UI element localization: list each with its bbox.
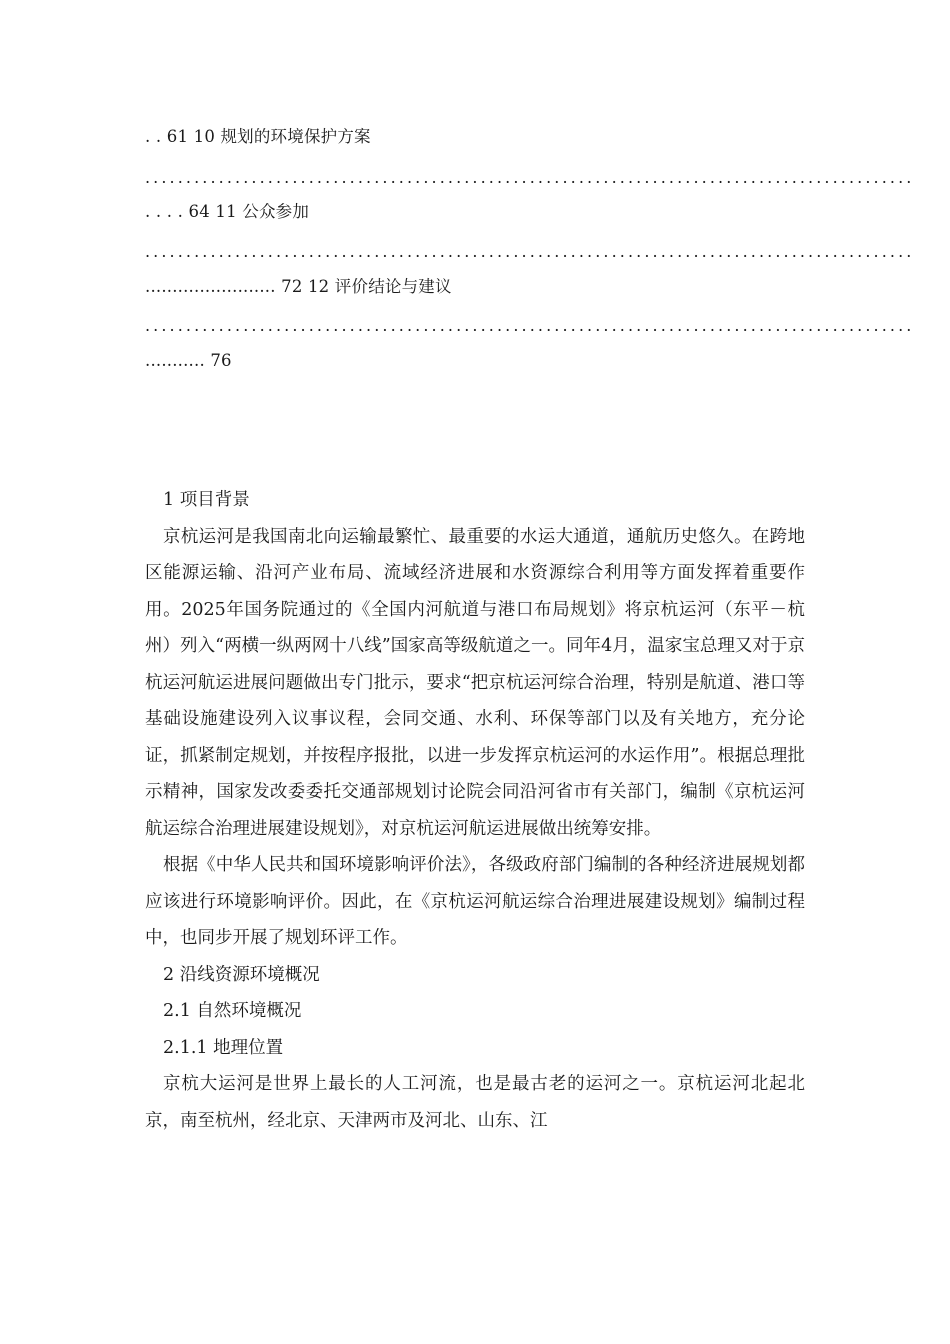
toc-entry-10: . . 61 10 规划的环境保护方案 — [145, 127, 371, 146]
toc-entry-end: ........... 76 — [145, 351, 232, 370]
paragraph-location: 京杭大运河是世界上最长的人工河流，也是最古老的运河之一。京杭运河北起北京，南至杭州，经北京、天津两市及河北、山东、江 — [145, 1074, 805, 1131]
toc-entry-12: ........................ 72 12 评价结论与建议 — [145, 277, 452, 296]
toc-entry-11: . . . . 64 11 公众参加 — [145, 202, 310, 221]
paragraph-background: 京杭运河是我国南北向运输最繁忙、最重要的水运大通道，通航历史悠久。在跨地区能源运输、沿河产业布局、流域经济进展和水资源综合利用等方面发挥着重要作用。2025年国务院通过的《全国内河航道与港口布局规划》将京杭运河（东平－杭州）列入“两横一纵两网十八线”国家高等级航道之一。同年4月，温家宝总理又对于京杭运河航运进展问题做出专门批示，要求“把京杭运河综合治理，特别是航道、港口等基础设施建设列入议事议程，会同交通、水利、环保等部门以及有关地方，充分论证，抓紧制定规划，并按程序报批，以进一步发挥京杭运河的水运作用”。根据总理批示精神，国家发改委委托交通部规划讨论院会同沿河省市有关部门，编制《京杭运河航运综合治理进展建设规划》，对京杭运河航运进展做出统筹安排。 — [145, 526, 805, 839]
toc-leader-dots: .............................................................................................. — [145, 242, 915, 261]
subsection-heading-natural-environment: 2.1 自然环境概况 — [163, 1001, 302, 1021]
paragraph-eia-law: 根据《中华人民共和国环境影响评价法》，各级政府部门编制的各种经济进展规划都应该进行环境影响评价。因此，在《京杭运河航运综合治理进展建设规划》编制过程中，也同步开展了规划环评工作。 — [145, 855, 805, 948]
section-heading-project-background: 1 项目背景 — [163, 490, 250, 510]
section-heading-environment: 2 沿线资源环境概况 — [163, 964, 320, 985]
toc-leader-dots: .............................................................................................. — [145, 168, 915, 187]
body-content — [145, 482, 805, 1139]
toc-leader-dots: .............................................................................................. — [145, 316, 915, 335]
subsection-heading-location: 2.1.1 地理位置 — [163, 1037, 284, 1058]
